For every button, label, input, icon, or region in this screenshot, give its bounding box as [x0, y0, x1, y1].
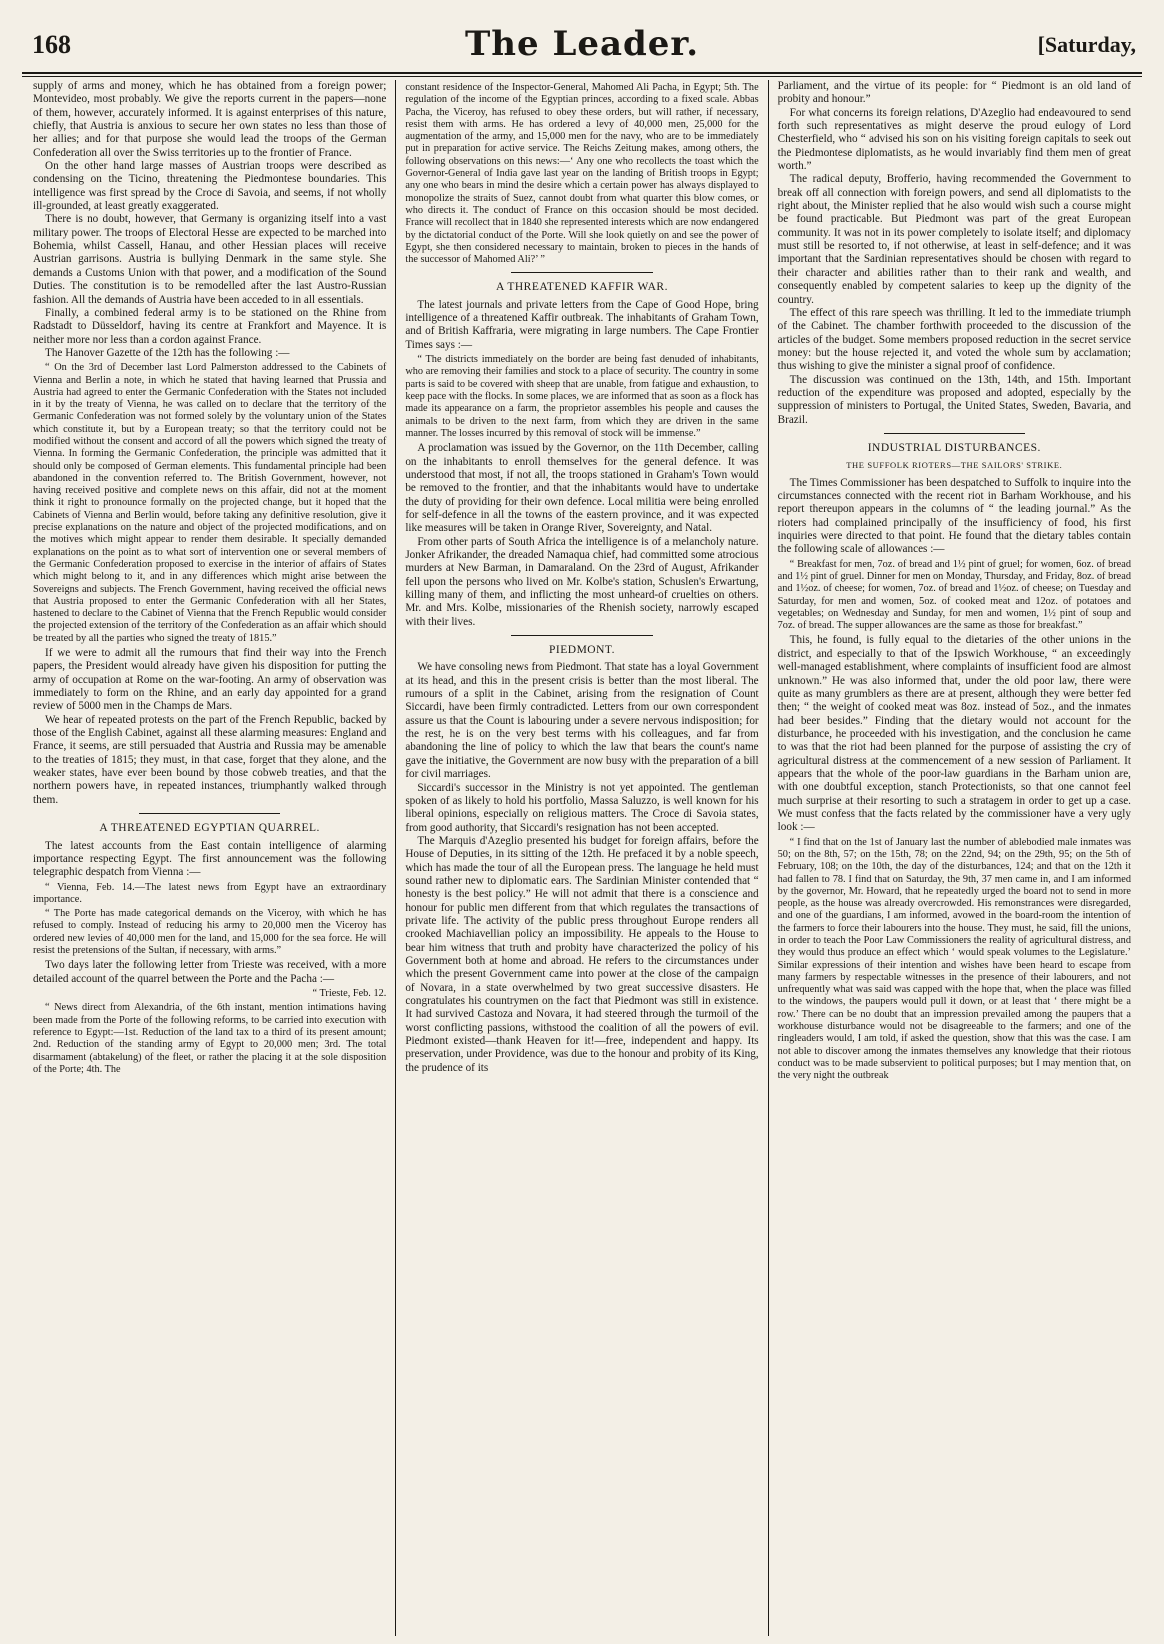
section-heading: A THREATENED KAFFIR WAR. [496, 281, 668, 294]
quotation: constant residence of the Inspector-General, Mahomed Ali Pacha, in Egypt; 5th. The regulation of the income of the Egyptian princes, according to a fixed scale. Abbas Pacha, the Viceroy, has refused to obey these orders, but will rather, if necessary, resist them with arms. He has ordered a levy of 40,000 men, 25,000 for the augmentation of the army, and 15,000 men for the navy, who are to be immediately put in preparation for active service. The Reichs Zeitung makes, among others, the following observations on this news:—‘ Any one who recollects the toast which the Governor-General of India gave last year on the landing of British troops in Egypt; any one who bears in mind the desire which a certain power has always displayed to monopolize the straits of Suez, cannot doubt from what quarter this blow comes, or who directs it. The conduct of France on this occasion should be most decided. France will recollect that in 1840 she represented interests which are now endangered by the dictatorial conduct of the Porte. Will she look quietly on and see the power of Egypt, she then considered necessary to maintain, broken to pieces in the hands of the successor of Mahomed Ali?’ ” [405, 82, 759, 266]
paragraph: The Marquis d'Azeglio presented his budget for foreign affairs, before the House of Deputies, in its sitting of the 12th. He prefaced it by a noble speech, which has made the tour of all the European press. The language he held must sound rather new to diplomatic ears. The Sardinian Minister contended that “ honesty is the best policy.” He will not admit that there is a conscience and honour for public men different from that which regulates the transactions of private life. The activity of the public press throughout Europe renders all crooked Machiavellian policy an impossibility. He appeals to the House to bear him witness that truth and probity have characterized the policy of his Government both at home and abroad. He refers to the circumstances under which the present Government came into power at the close of the campaign of Novara, in a state overwhelmed by two great successive disasters. He congratulates his countrymen on the fact that Piedmont was still in existence. It had survived Castoza and Novara, it had steered through the turmoil of the worst conflicting passions, withstood the coalition of all the powers of evil. Piedmont existed—thank Heaven for it!—free, independent and happy. Its preservation, under Providence, was due to the honour and probity of its King, the prudence of its [405, 834, 759, 1074]
paragraph: The Times Commissioner has been despatched to Suffolk to inquire into the circumstances connected with the recent riot in Barham Workhouse, and his report thereupon appears in the columns of “ the leading journal.” As the rioters had complained principally of the insufficiency of food, his first inquiries were directed to that point. He found that the dietary tables contain the following scale of allowances :— [777, 476, 1131, 556]
section-divider [511, 635, 652, 636]
column-1 [24, 80, 395, 1636]
page-number: 168 [32, 30, 71, 59]
paragraph: The discussion was continued on the 13th, 14th, and 15th. Important reduction of the expenditure was proposed and adopted, especially by the suppression of ministers to Portugal, the United States, Sweden, Bavaria, and Brazil. [777, 373, 1131, 426]
paragraph: Siccardi's successor in the Ministry is not yet appointed. The gentleman spoken of as likely to hold his portfolio, Massa Saluzzo, is well known for his liberal opinions, especially on religious matters. The Croce di Savoia states, from good authority, that Siccardi's resignation has not been accepted. [405, 781, 759, 834]
paragraph: The Hanover Gazette of the 12th has the following :— [45, 346, 290, 359]
header-rule [22, 76, 1142, 77]
quotation: “ The districts immediately on the border are being fast denuded of inhabitants, who are removing their families and stock to a place of security. The country in some parts is said to be covered with sheep that are unable, from fatigue and exhaustion, to keep pace with the flocks. In some places, we are informed that as soon as a flock has made its appearance on a farm, the proprietor assembles his people and causes the animals to be driven to the next farm, from which they are driven in the same manner. The losses incurred by this removal of stock will be immense.” [405, 354, 759, 439]
quotation: “ Vienna, Feb. 14.—The latest news from Egypt have an extraordinary importance. [33, 881, 387, 905]
paragraph: For what concerns its foreign relations, D'Azeglio had endeavoured to send forth such representatives as might deserve the proud eulogy of Lord Chesterfield, who “ advised his son on his visiting foreign capitals to seek out the Piedmontese diplomatists, as he would invariably find them men of great worth.” [777, 106, 1131, 173]
quotation: “ News direct from Alexandria, of the 6th instant, mention intimations having been made from the Porte of the following reforms, to be carried into execution with reference to Egypt:—1st. Reduction of the land tax to a third of its present amount; 2nd. Reduction of the standing army of Egypt to 20,000 men; 3rd. The total disarmament (abtakelung) of the fleet, or rather the placing it at the sole disposition of the Porte; 4th. The [33, 1002, 387, 1075]
column-3 [768, 80, 1140, 1636]
section-divider [139, 813, 280, 814]
section-divider [884, 433, 1025, 434]
paragraph: A proclamation was issued by the Governor, on the 11th December, calling on the inhabitants to enroll themselves for the general defence. It was understood that most, if not all, the troops stationed in Graham's Town would be removed to the frontier, and that the inhabitants would have to undertake the duty of providing for their own defence. Local militia were being enrolled for self-defence in all the towns of the eastern province, and it was expected like measures will be taken in Orange River, Sovereignty, and Natal. [405, 442, 759, 535]
paragraph: The radical deputy, Brofferio, having recommended the Government to break off all connection with foreign powers, and send all diplomatists to the right about, the Minister replied that he also would wish such a course might be found practicable. But Piedmont was part of the great European community. It was not in its power completely to isolate itself; and diplomacy must still be resorted to, if not otherwise, at least in self-defence; and it was important that the Sardinian representatives should be chosen with regard to their character and abilities rather than to their rank and wealth, and consequently enabled by competent salaries to keep up the dignity of the country. [777, 173, 1131, 306]
paragraph: supply of arms and money, which he has obtained from a foreign power; Montevideo, most probably. We give the reports current in the papers—none of them, however, accurately informed. It is against enterprises of this nature, chiefly, that Austria is anxious to secure her own states no less than those of her allies; and for that purpose she would lead the troops of the German Confederation all over the Swiss territories up to the frontier of France. [33, 80, 387, 159]
quotation: “ On the 3rd of December last Lord Palmerston addressed to the Cabinets of Vienna and Berlin a note, in which he stated that having learned that Prussia and Austria had agreed to enter the Germanic Confederation with the States not included in it by the treaty of Vienna, he was called on to declare that the territory of the Germanic Confederation was not formed solely by the voluntary union of the States which constitute it, but by a European treaty; so that the territory could not be modified without the consent and accord of all the powers which signed the treaty of Vienna. In forming the Germanic Confederation, the principle was admitted that it should only be composed of German elements. This fundamental principle had been abandoned in the convention referred to. The British Government, however, not having received positive and complete news on this affair, did not at the moment think it right to pronounce formally on the projected change, but it hoped that the Cabinets of Vienna and Berlin would, before taking any definitive resolution, give it precise explanations on the nature and object of the projected modifications, and on the motives which might appear to render them desirable. It specially demanded explanations on the point as to what sort of intervention one or several members of the Germanic Confederation proposed to exercise in the interior of affairs of States which might belong to it, and in any differences which might arise between the Sovereigns and subjects. The French Government, having received the official news that Austria proposed to enter the Germanic Confederation with all her States, hastened to declare to the Cabinet of Vienna that the French Republic would consider the projected extension of the territory of the Confederation as an affair which should be treated by all the parties who signed the treaty of 1815.” [33, 362, 387, 644]
paragraph: There is no doubt, however, that Germany is organizing itself into a vast military power. The troops of Electoral Hesse are expected to be marched into Bohemia, whilst Cassell, Hanau, and other Hessian places will receive Austrian garrisons. Austria is bullying Denmark in the same style. She demands a Customs Union with that power, and a modification of the Sound Duties. The constitution is to be remodelled after the last Austro-Russian fashion. All the demands of Austria have been acceded to in all essentials. [33, 213, 387, 306]
paragraph: We have consoling news from Piedmont. That state has a loyal Government at its head, and this in the present crisis is better than the most liberal. The rumours of a split in the Cabinet, arising from the resignation of Count Siccardi, have been firmly contradicted. Letters from our own correspondent assure us that the Count is labouring under a severe nervous indisposition; for the rest, he is on the very best terms with his colleagues, and far from abandoning the line of policy to which the law that bears the count's name gave the initiative, the Government are now busy with the preparation of a bill for civil marriages. [405, 661, 759, 781]
section-heading: A THREATENED EGYPTIAN QUARREL. [99, 822, 320, 835]
masthead [22, 22, 1142, 74]
paragraph: We hear of repeated protests on the part of the French Republic, backed by those of the English Cabinet, against all these alarming measures: England and France, it seems, are still persuaded that Austria and Russia may be amenable to the treaties of 1815; they must, in that case, forget that they alone, and the weaker states, have ever been bound by those cobweb treaties, and that the northern powers have, in repeated instances, triumphantly walked through them. [33, 713, 387, 806]
columns [24, 80, 1140, 1636]
quotation: “ I find that on the 1st of January last the number of ablebodied male inmates was 50; on the 8th, 57; on the 15th, 78; on the 22nd, 94; on the 29th, 95; on the 5th of February, 108; on the 10th, the day of the disturbances, 124; and that on the 12th it had fallen to 78. I find that on Saturday, the 9th, 37 men came in, and I am informed by the governor, Mr. Howard, that he repeatedly urged the board not to send in more people, as the house was already overcrowded. His remonstrances were disregarded, and one of the guardians, I am informed, avowed in the board-room the intention of the farmers to force their labourers into the house. They must, he said, fill the unions, in order to teach the Poor Law Commissioners the reality of agricultural distress, and they would thus produce an effect which ‘ would speak volumes to the Legislature.’ Similar expressions of their intention and wishes have been heard to escape from many farmers by respectable witnesses in the presence of their labourers, and not unfrequently what was said was capped with the hope that, when the place was filled to the windows, the paupers would pull it down, or at least that ‘ there might be a row.’ There can be no doubt that an impression prevailed among the paupers that a workhouse disturbance would not be disagreeable to the farmers; and one of the ringleaders would, I am told, if asked the question, show that this was the case. I am not able to discover among the inmates themselves any knowledge that their riotous conduct was to be made subservient to political purposes; but I may mention that, on the very night the outbreak [777, 836, 1131, 1082]
newspaper-title: The Leader. [464, 24, 700, 64]
paragraph: This, he found, is fully equal to the dietaries of the other unions in the district, and especially to that of the Ipswich Workhouse, “ an exceedingly well-managed establishment, where complaints of insufficient food are almost unknown.” He was also informed that, under the old poor law, there were quite as many grumblers as there are at present, although they were better fed then; “ the weight of cooked meat was 8oz. instead of 5oz., and the inmates had beer besides.” Finding that the dietary would not account for the disturbance, he proceeded with his investigation, and the conclusion he came to was that the riot had been planned for the purpose of assisting the cry of agricultural distress at the commencement of a new session of Parliament. It appears that the whole of the poor-law guardians in the Barham union are, with one doubtful exception, stanch Protectionists, so that one cannot feel much surprise at their resorting to such a stratagem in order to get up a case. We must confess that the facts related by the commissioner have a very ugly look :— [777, 634, 1131, 834]
paragraph: If we were to admit all the rumours that find their way into the French papers, the President would already have given his disposition for putting the army of occupation at Rome on the war-footing. An army of observation was immediately to form on the Rhine, and an early day appointed for a grand review of 5000 men in the Champs de Mars. [33, 647, 387, 713]
quotation: “ The Porte has made categorical demands on the Viceroy, with which he has refused to comply. Instead of reducing his army to 20,000 men the Viceroy has ordered new levies of 40,000 men for the land, and 15,000 for the sea force. He will resist the pretensions of the Sultan, if necessary, with arms.” [33, 908, 387, 957]
paragraph: The effect of this rare speech was thrilling. It led to the immediate triumph of the Cabinet. The chamber forthwith proceeded to the discussion of the articles of the budget. Some members proposed reduction in the secret service money: but the house rejected it, and voted the whole sum by acclamation; thus wishing to give the minister a signal proof of confidence. [777, 306, 1131, 373]
section-subheading: THE SUFFOLK RIOTERS—THE SAILORS' STRIKE. [846, 460, 1063, 471]
issue-day: [Saturday, [1037, 32, 1136, 57]
paragraph: Finally, a combined federal army is to be stationed on the Rhine from Radstadt to Düsseldorf, having its centre at Frankfort and Mayence. It is neither more nor less than a cordon against France. [33, 306, 387, 346]
section-divider [511, 272, 652, 273]
paragraph: On the other hand large masses of Austrian troops were described as condensing on the Ticino, threatening the Piedmontese boundaries. This intelligence was first spread by the Croce di Savoia, and seems, if not wholly ill-grounded, at least greatly exaggerated. [33, 160, 387, 213]
paragraph: The latest accounts from the East contain intelligence of alarming importance respecting Egypt. The first announcement was the following telegraphic despatch from Vienna :— [33, 839, 387, 879]
quotation-dateline: “ Trieste, Feb. 12. [312, 988, 387, 1000]
paragraph: Two days later the following letter from Trieste was received, with a more detailed account of the quarrel between the Porte and the Pacha :— [33, 959, 387, 985]
section-heading: PIEDMONT. [549, 644, 615, 657]
section-heading: INDUSTRIAL DISTURBANCES. [867, 441, 1041, 454]
paragraph: From other parts of South Africa the intelligence is of a melancholy nature. Jonker Afrikander, the dreaded Namaqua chief, had committed some atrocious murders at New Barman, in Damaraland. On the 23rd of August, Afrikander fell upon the persons who lived on Mr. Kolbe's station, Schuslen's Erwartung, killing many of them, and inflicting the most unheard-of cruelties on others. Mr. and Mrs. Kolbe, missionaries of the Rhenish society, narrowly escaped with their lives. [405, 535, 759, 628]
paragraph: Parliament, and the virtue of its people: for “ Piedmont is an old land of probity and honour.” [777, 80, 1131, 106]
column-2 [395, 80, 767, 1636]
paragraph: The latest journals and private letters from the Cape of Good Hope, bring intelligence of a threatened Kaffir outbreak. The inhabitants of Graham Town, and of British Kaffraria, were migrating in large numbers. The Cape Frontier Times says :— [405, 298, 759, 351]
quotation: “ Breakfast for men, 7oz. of bread and 1½ pint of gruel; for women, 6oz. of bread and 1½ pint of gruel. Dinner for men on Monday, Thursday, and Friday, 8oz. of bread and 1½oz. of cheese; for women, 7oz. of bread and 1½oz. of cheese; on Tuesday and Saturday, for men and women, 5oz. of cooked meat and 12oz. of potatoes and vegetables; on Wednesday and Sunday, for men and women, 1½ pint of soup and 7oz. of bread. The supper allowances are the same as those for breakfast.” [777, 558, 1131, 632]
